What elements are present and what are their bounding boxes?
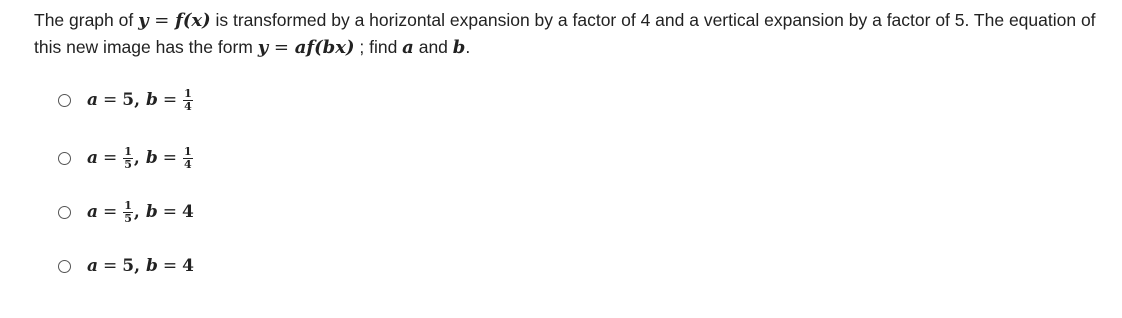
fraction-numerator: 1: [184, 86, 192, 100]
equals-sign: =: [162, 148, 177, 168]
fraction-denominator: 5: [124, 211, 132, 225]
comma-separator: ,: [134, 256, 141, 276]
radio-button[interactable]: [58, 94, 71, 107]
fraction: [123, 146, 133, 171]
fraction: [183, 88, 193, 113]
option-label: [87, 146, 194, 171]
math-variable: b: [146, 256, 158, 276]
comma-separator: ,: [134, 90, 141, 110]
question-text: [34, 7, 1104, 61]
equals-sign: =: [162, 90, 178, 110]
fraction: [123, 200, 133, 225]
math-expression-image: y = af(bx): [257, 37, 355, 58]
equals-sign: =: [103, 256, 118, 276]
math-variable: b: [145, 202, 158, 222]
math-variable: b: [146, 90, 158, 110]
question-part4: and: [413, 37, 453, 57]
fraction-denominator: 5: [124, 157, 132, 171]
fraction-denominator: 4: [183, 157, 192, 171]
equals-sign: =: [103, 90, 118, 110]
radio-button[interactable]: [58, 260, 71, 273]
question-part3: ; find: [354, 37, 403, 57]
answer-option-2[interactable]: [58, 138, 194, 178]
question-part1: The graph of: [34, 10, 139, 30]
math-variable: b: [145, 148, 158, 168]
question-part5: .: [465, 37, 471, 57]
math-variable: a: [87, 256, 99, 276]
math-variable: a: [87, 148, 99, 168]
option-label: [87, 256, 194, 276]
answer-option-3[interactable]: [58, 192, 194, 232]
radio-button[interactable]: [58, 152, 71, 165]
radio-button[interactable]: [58, 206, 71, 219]
equals-sign: =: [162, 202, 177, 222]
comma-separator: ,: [133, 148, 140, 168]
math-expression-original: y = f(x): [138, 10, 211, 31]
math-value: 4: [182, 256, 195, 276]
math-var-a: a: [402, 37, 414, 58]
question-part2: is transformed by a horizontal expansion by a factor of 4 and a vertical expansion by a factor of 5. The equation of this new image has the form: [34, 10, 1096, 57]
option-label: [87, 88, 194, 113]
math-value: 5: [122, 90, 135, 110]
math-var-b: b: [452, 37, 466, 58]
fraction: [183, 146, 193, 171]
fraction-denominator: 4: [184, 99, 192, 113]
math-variable: a: [87, 202, 99, 222]
fraction-numerator: 1: [183, 144, 192, 158]
comma-separator: ,: [133, 202, 140, 222]
math-variable: a: [87, 90, 99, 110]
fraction-numerator: 1: [124, 144, 132, 158]
answer-option-1[interactable]: [58, 80, 194, 120]
math-value: 5: [122, 256, 135, 276]
equals-sign: =: [103, 202, 118, 222]
option-label: [87, 200, 194, 225]
answer-option-4[interactable]: [58, 246, 194, 286]
equals-sign: =: [162, 256, 178, 276]
fraction-numerator: 1: [124, 198, 132, 212]
equals-sign: =: [103, 148, 118, 168]
math-value: 4: [181, 202, 194, 222]
